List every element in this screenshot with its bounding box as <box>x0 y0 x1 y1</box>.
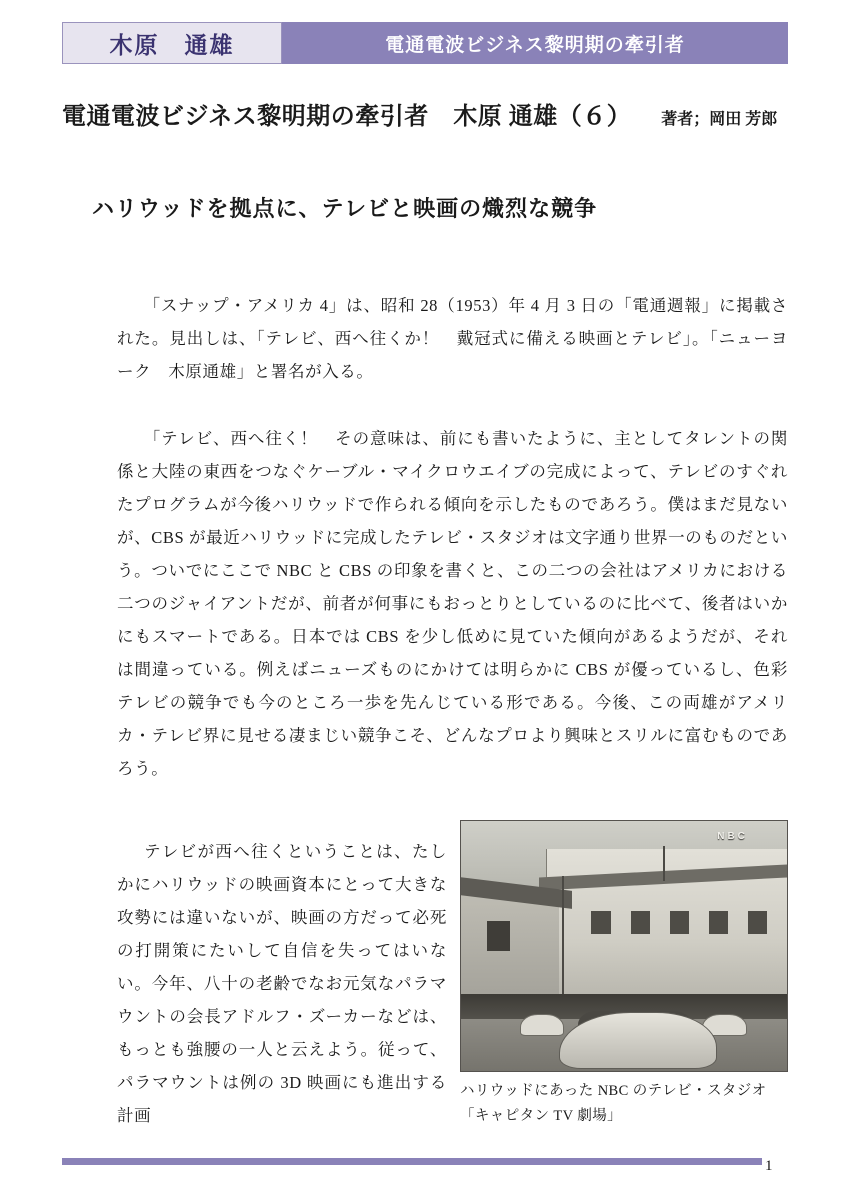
byline: 著者；岡田 芳郎 <box>661 111 778 128</box>
page-header <box>0 22 850 64</box>
paragraph-2-text: 「テレビ、西へ往く！ その意味は、前にも書いたように、主としてタレントの関係と大陸の東西をつなぐケーブル・マイクロウエイブの完成によって、テレビのすぐれたプログラムが今後ハリウッドで作られる傾向を示したものであろう。僕はまだ見ないが、CBS が最近ハリウッドに完成したテレビ・スタジオは文字通り世界一のものだという。ついでにここで NBC と CBS の印象を書くと、この二つの会社はアメリカにおける二つのジャイアントだが、前者が何事にもおっとりとしているのに比べて、後者はいかにもスマートである。日本では CBS を少し低めに見ていた傾向があるようだが、それは間違っている。例えばニューズものにかけては明らかに CBS が優っているし、色彩テレビの競争でも今のところ一歩を先んじている形である。今後、この両雄がアメリカ・テレビ界に見せる凄まじい競争こそ、どんなプロより興味とスリルに富むものであろう。 <box>117 428 788 778</box>
photo-window <box>709 911 729 934</box>
body-paragraph-1 <box>117 289 788 388</box>
author-name-label: 木原 通雄 <box>109 32 235 58</box>
header-banner-label: 電通電波ビジネス黎明期の牽引者 <box>385 34 685 56</box>
footer-rule <box>62 1158 762 1165</box>
page-title: 電通電波ビジネス黎明期の牽引者 木原 通雄（６） <box>62 104 632 130</box>
photo-window <box>670 911 690 934</box>
photo-pole <box>663 846 665 881</box>
paragraph-3-text: テレビが西へ往くということは、たしかにハリウッドの映画資本にとって大きな攻勢には違いないが、映画の方だって必死の打開策にたいして自信を失ってはいない。今年、八十の老齢でなお元気なパラマウントの会長アドルフ・ズーカーなどは、もっとも強腰の一人と云えよう。従って、パラマウントは例の 3D 映画にも進出する計画 <box>117 841 447 1125</box>
body-paragraph-2 <box>117 422 788 785</box>
photo-nbc-sign: NBC <box>717 831 748 842</box>
title-row <box>62 96 788 131</box>
photo-building-left <box>461 891 559 1004</box>
header-banner <box>282 22 788 64</box>
page-number: 1 <box>765 1158 773 1174</box>
photo-window <box>631 911 651 934</box>
body-paragraph-3 <box>117 835 447 1132</box>
photo-window <box>487 921 510 951</box>
photo-window <box>591 911 611 934</box>
figure-caption: ハリウッドにあった NBC のテレビ・スタジオ「キャピタン TV 劇場」 <box>460 1083 767 1124</box>
paragraph-1-text: 「スナップ・アメリカ 4」は、昭和 28（1953）年 4 月 3 日の「電通週報」に掲載された。見出しは、「テレビ、西へ往くか！ 戴冠式に備える映画とテレビ」。「ニューヨーク 木原通雄」と署名が入る。 <box>117 295 788 381</box>
photo-pole <box>562 876 564 996</box>
photo-nbc-studio <box>460 820 788 1072</box>
figure <box>460 820 788 1129</box>
photo-car <box>520 1014 564 1036</box>
photo-window <box>748 911 768 934</box>
section-heading: ハリウッドを拠点に、テレビと映画の熾烈な競争 <box>92 196 598 221</box>
author-name-box <box>62 22 282 64</box>
